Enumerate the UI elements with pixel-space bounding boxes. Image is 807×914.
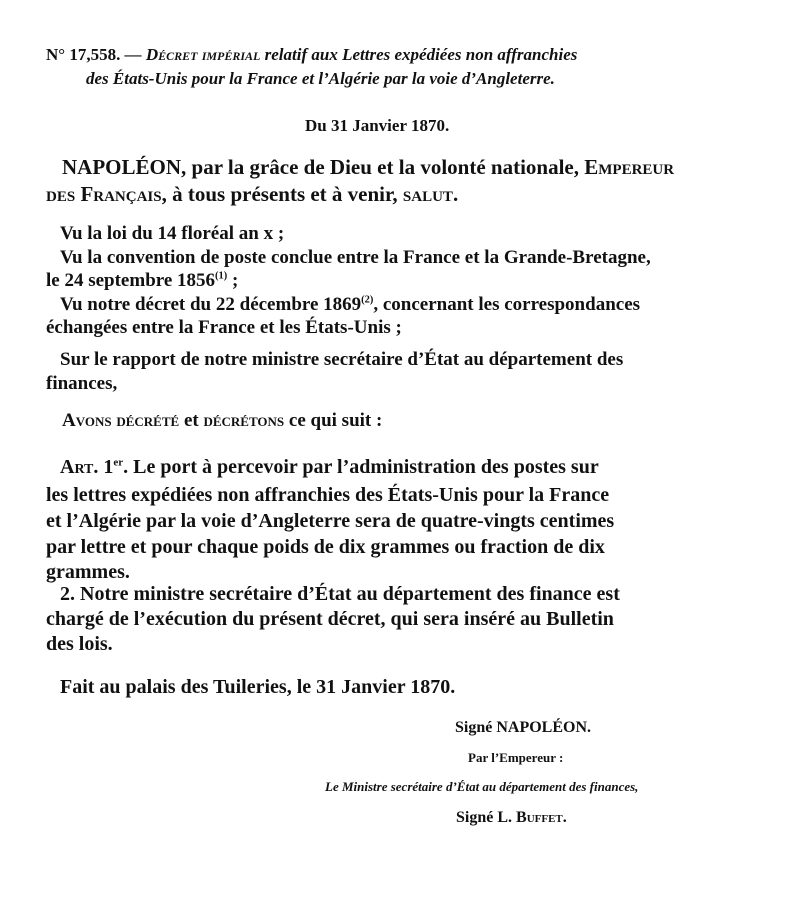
article-1-line-4: par lettre et pour chaque poids de dix grammes ou fraction de dix	[46, 536, 605, 558]
visa-decret-text-a: Vu notre décret du 22 décembre 1869	[60, 294, 362, 315]
signe-prefix-1: Signé	[455, 719, 497, 736]
article-2-line-2: chargé de l’exécution du présent décret, qui sera inséré au Bulletin	[46, 608, 614, 630]
visa-convention-line-1: Vu la convention de poste conclue entre la France et la Grande-Bretagne,	[60, 247, 651, 268]
visa-loi: Vu la loi du 14 floréal an x ;	[60, 223, 285, 244]
avons-rest: ce qui suit :	[284, 410, 383, 431]
par-empereur: Par l’Empereur :	[468, 750, 564, 765]
visa-decret-line-1	[60, 295, 640, 314]
decree-heading-line-1	[46, 46, 577, 63]
article-1-line-2: les lettres expédiées non affranchies des États-Unis pour la France	[46, 484, 610, 506]
preamble-text-1: , par la grâce de Dieu et la volonté nationale,	[181, 155, 580, 179]
preamble-des: des	[46, 182, 76, 206]
signe-prefix-2: Signé L.	[456, 809, 517, 826]
preamble-line-1	[62, 157, 674, 178]
fait-au-palais: Fait au palais des Tuileries, le 31 Janvier 1870.	[60, 676, 456, 698]
heading-dash: —	[124, 45, 142, 64]
article-1-line-1	[60, 457, 599, 477]
avons-word: Avons	[62, 410, 112, 431]
decretons-word: décrétons	[203, 410, 285, 431]
article-1-line-3: et l’Algérie par la voie d’Angleterre sera de quatre-vingts centimes	[46, 510, 615, 532]
visa-convention-end: ;	[227, 270, 239, 291]
article-1-line-5: grammes.	[46, 561, 130, 583]
decree-date: Du 31 Janvier 1870.	[305, 116, 450, 135]
decree-title-caps: Décret impérial	[145, 45, 261, 64]
footnote-ref-2: (2)	[361, 294, 374, 306]
preamble-salut: salut	[402, 182, 453, 206]
decrete-word: décrété	[116, 410, 180, 431]
article-2-line-3: des lois.	[46, 633, 113, 655]
signature-napoleon	[455, 720, 591, 736]
emperor-name: NAPOLÉON	[62, 155, 182, 179]
footnote-ref-1: (1)	[215, 270, 228, 282]
decree-heading-line-2: des États-Unis pour la France et l’Algérie par la voie d’Angleterre.	[86, 69, 555, 88]
avons-decrete	[62, 411, 382, 430]
rapport-line-2: finances,	[46, 373, 118, 394]
visa-convention-date: le 24 septembre 1856	[46, 270, 216, 291]
preamble-end: .	[452, 182, 459, 206]
preamble-line-2	[46, 184, 458, 205]
preamble-text-2: , à tous présents et à venir,	[161, 182, 398, 206]
visa-decret-text-b: , concernant les correspondances	[373, 294, 641, 315]
et-word: et	[179, 410, 204, 431]
article-1-label-sup: er	[113, 456, 124, 469]
visa-decret-line-2: échangées entre la France et les États-Unis ;	[46, 317, 402, 338]
signer-napoleon: NAPOLÉON.	[496, 719, 592, 736]
emperor-title: Empereur	[584, 155, 675, 179]
rapport-line-1: Sur le rapport de notre ministre secrétaire d’État au département des	[60, 349, 624, 370]
ministre-title: Le Ministre secrétaire d’État au département des finances,	[325, 779, 639, 794]
decree-title-rest: relatif aux Lettres expédiées non affranchies	[264, 45, 578, 64]
visa-convention-line-2	[46, 271, 238, 290]
article-2-line-1: 2. Notre ministre secrétaire d’État au département des finance est	[60, 583, 620, 605]
article-1-label: Art. 1	[60, 456, 114, 478]
decree-number: N° 17,558.	[46, 45, 121, 64]
signature-end: .	[562, 809, 567, 826]
preamble-francais: Français	[80, 182, 162, 206]
article-1-text-1: . Le port à percevoir par l’administration des postes sur	[123, 456, 599, 478]
signature-buffet	[456, 810, 567, 826]
signer-buffet: Buffet	[516, 809, 563, 826]
